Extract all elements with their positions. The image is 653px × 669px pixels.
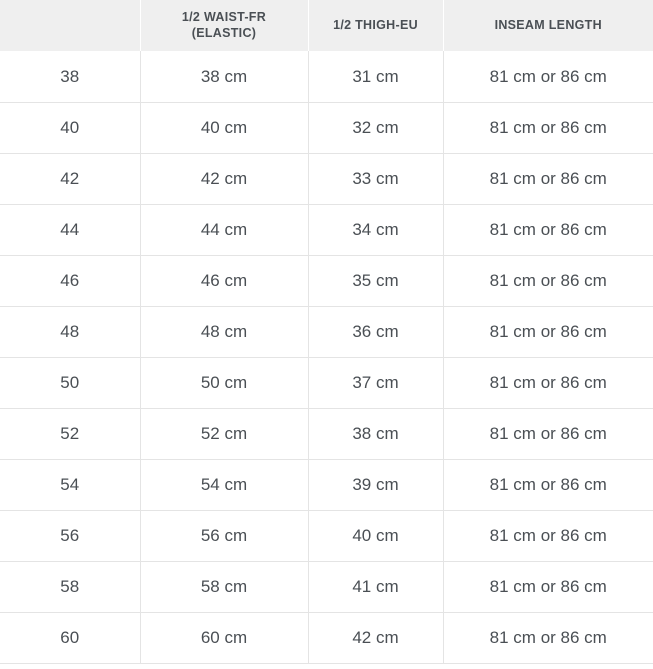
table-row: [0, 51, 653, 102]
cell-inseam: 81 cm or 86 cm: [443, 306, 653, 357]
cell-inseam: 81 cm or 86 cm: [443, 153, 653, 204]
table-header-row: [0, 0, 653, 51]
cell-inseam: 81 cm or 86 cm: [443, 459, 653, 510]
cell-size: 40: [0, 102, 140, 153]
cell-half-waist: 58 cm: [140, 561, 308, 612]
column-header-half-waist: [140, 0, 308, 51]
cell-inseam: 81 cm or 86 cm: [443, 510, 653, 561]
cell-size: 44: [0, 204, 140, 255]
table-row: [0, 612, 653, 663]
cell-inseam: 81 cm or 86 cm: [443, 204, 653, 255]
table-row: [0, 153, 653, 204]
column-header-half-waist-line1: 1/2 WAIST-FR: [181, 10, 267, 24]
cell-half-thigh: 33 cm: [308, 153, 443, 204]
cell-size: 60: [0, 612, 140, 663]
cell-inseam: 81 cm or 86 cm: [443, 51, 653, 102]
cell-half-waist: 48 cm: [140, 306, 308, 357]
cell-half-waist: 50 cm: [140, 357, 308, 408]
cell-half-thigh: 36 cm: [308, 306, 443, 357]
cell-size: 58: [0, 561, 140, 612]
cell-size: 48: [0, 306, 140, 357]
cell-half-waist: 38 cm: [140, 51, 308, 102]
table-row: [0, 306, 653, 357]
cell-half-waist: 56 cm: [140, 510, 308, 561]
cell-half-thigh: 34 cm: [308, 204, 443, 255]
table-row: [0, 459, 653, 510]
cell-half-waist: 52 cm: [140, 408, 308, 459]
table-body: [0, 51, 653, 663]
cell-half-waist: 60 cm: [140, 612, 308, 663]
column-header-inseam-length: INSEAM LENGTH: [443, 0, 653, 51]
cell-half-waist: 44 cm: [140, 204, 308, 255]
cell-size: 38: [0, 51, 140, 102]
cell-half-thigh: 38 cm: [308, 408, 443, 459]
column-header-half-thigh: 1/2 THIGH-EU: [308, 0, 443, 51]
cell-half-waist: 54 cm: [140, 459, 308, 510]
cell-half-waist: 46 cm: [140, 255, 308, 306]
table-row: [0, 255, 653, 306]
cell-inseam: 81 cm or 86 cm: [443, 561, 653, 612]
cell-inseam: 81 cm or 86 cm: [443, 102, 653, 153]
column-header-size: [0, 0, 140, 51]
cell-half-thigh: 41 cm: [308, 561, 443, 612]
cell-inseam: 81 cm or 86 cm: [443, 255, 653, 306]
table-header: [0, 0, 653, 51]
table-row: [0, 561, 653, 612]
cell-size: 46: [0, 255, 140, 306]
cell-half-thigh: 31 cm: [308, 51, 443, 102]
cell-inseam: 81 cm or 86 cm: [443, 357, 653, 408]
cell-half-thigh: 35 cm: [308, 255, 443, 306]
cell-inseam: 81 cm or 86 cm: [443, 408, 653, 459]
cell-half-thigh: 37 cm: [308, 357, 443, 408]
cell-half-thigh: 39 cm: [308, 459, 443, 510]
cell-half-thigh: 40 cm: [308, 510, 443, 561]
cell-half-thigh: 42 cm: [308, 612, 443, 663]
cell-size: 42: [0, 153, 140, 204]
table-row: [0, 102, 653, 153]
table-row: [0, 204, 653, 255]
table-row: [0, 408, 653, 459]
cell-size: 50: [0, 357, 140, 408]
cell-size: 54: [0, 459, 140, 510]
cell-size: 52: [0, 408, 140, 459]
cell-size: 56: [0, 510, 140, 561]
cell-inseam: 81 cm or 86 cm: [443, 612, 653, 663]
column-header-half-waist-line2: (ELASTIC): [191, 25, 257, 40]
cell-half-waist: 42 cm: [140, 153, 308, 204]
cell-half-waist: 40 cm: [140, 102, 308, 153]
table-row: [0, 510, 653, 561]
table-row: [0, 357, 653, 408]
cell-half-thigh: 32 cm: [308, 102, 443, 153]
